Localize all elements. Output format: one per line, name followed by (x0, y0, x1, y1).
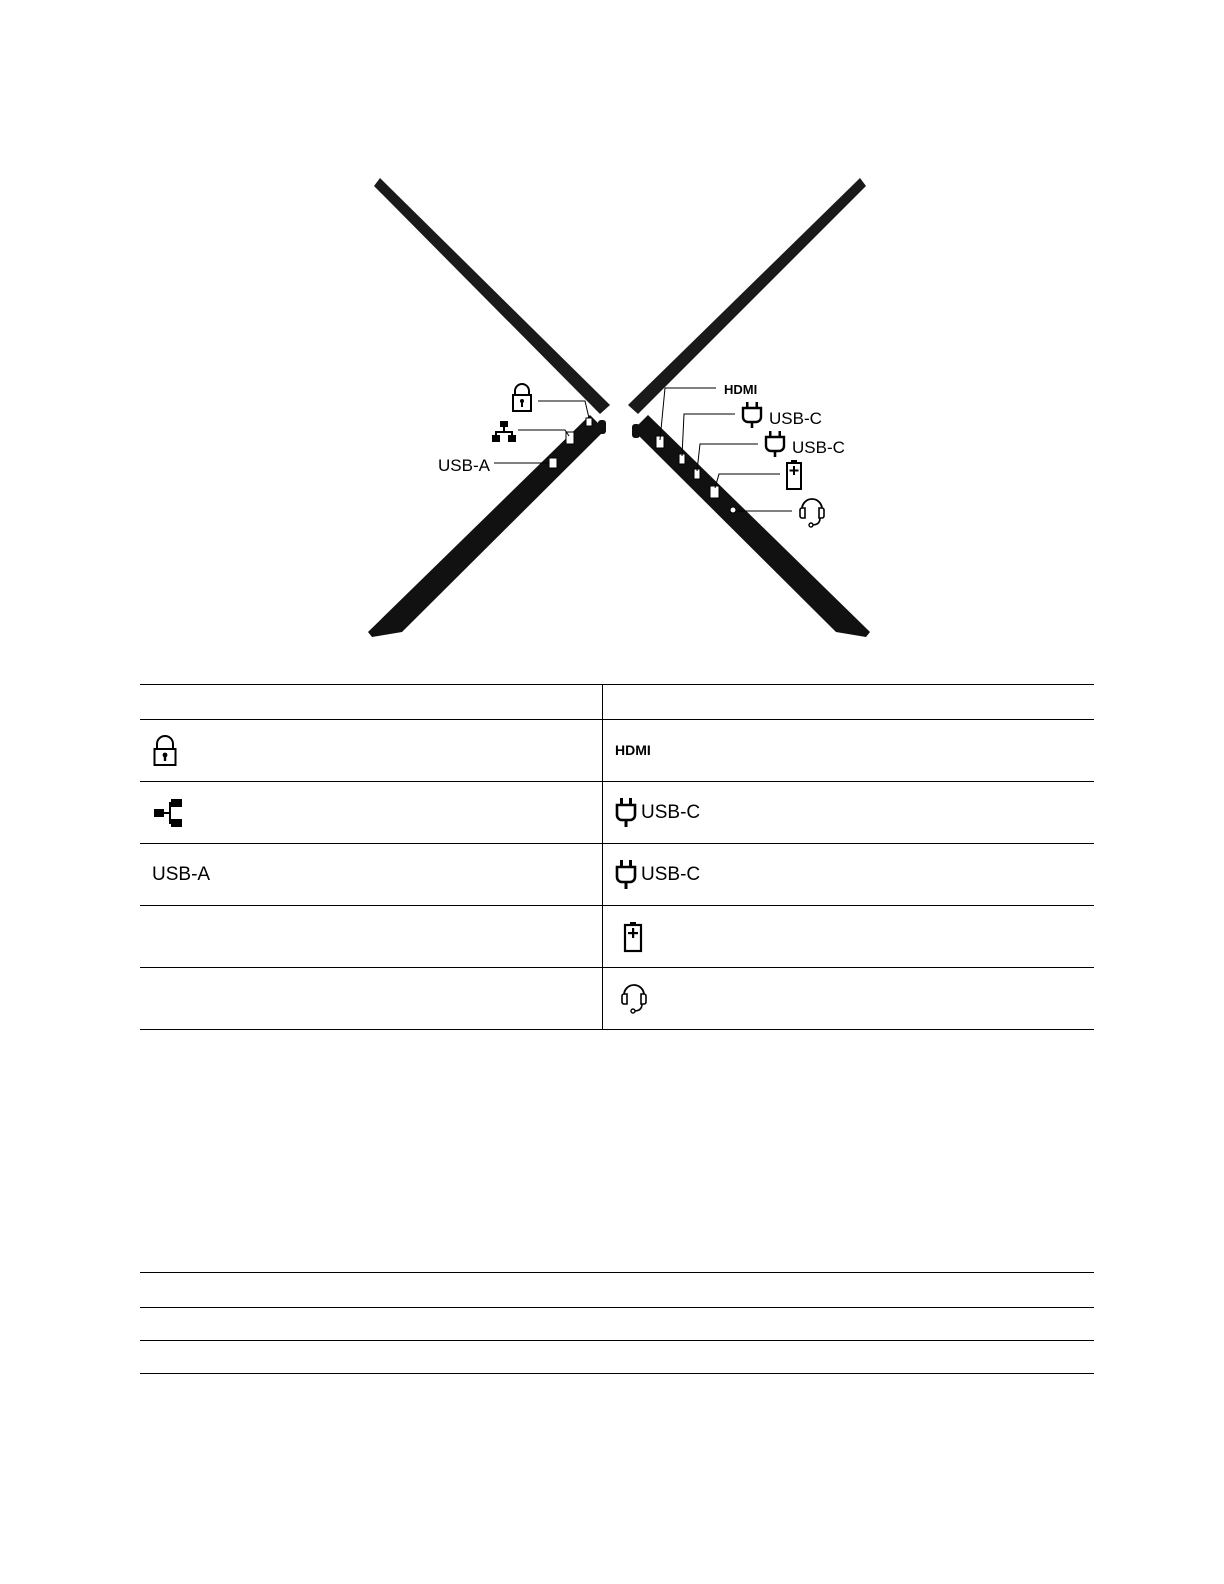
battery-callout-line (715, 474, 780, 488)
security-slot (586, 418, 592, 426)
battery-icon (787, 460, 801, 489)
table-cell (140, 906, 603, 968)
usb-a-label: USB-A (438, 456, 490, 475)
table-cell (140, 720, 603, 782)
lock-icon (152, 735, 178, 767)
hdmi-cell-label: HDMI (615, 741, 651, 758)
usb-c-label-2: USB-C (792, 438, 845, 457)
table-rule (140, 1272, 1094, 1273)
table-rule (140, 1373, 1094, 1374)
power-plug-icon (743, 402, 761, 428)
usb-c-2-callout-line (697, 444, 758, 471)
table-cell (603, 782, 1095, 844)
left-laptop-lid (374, 178, 610, 414)
table-cell (140, 968, 603, 1030)
lock-callout-line (538, 401, 589, 418)
table-row (140, 720, 1094, 782)
ports-table (140, 684, 1094, 1030)
header-left (140, 685, 603, 720)
laptop-side-views-illustration (300, 160, 920, 670)
table-row (140, 906, 1094, 968)
table-header-row (140, 685, 1094, 720)
network-icon (152, 798, 186, 828)
hdmi-label: HDMI (724, 382, 758, 397)
battery-icon (623, 921, 643, 953)
power-plug-icon (615, 859, 637, 891)
right-laptop-lid (628, 178, 866, 414)
headset-icon (800, 499, 824, 527)
lock-icon (513, 384, 531, 411)
power-plug-icon (615, 797, 637, 829)
table-rule (140, 1340, 1094, 1341)
power-port (710, 486, 719, 498)
usb-a-cell-label: USB-A (152, 863, 211, 885)
left-hinge-nub (598, 420, 606, 434)
table-row (140, 844, 1094, 906)
network-icon (492, 421, 516, 442)
right-hinge-nub (632, 424, 640, 438)
right-laptop-view (628, 178, 870, 637)
table-cell (603, 844, 1095, 906)
power-plug-icon (766, 431, 784, 457)
usb-c-1-callout-line (682, 414, 735, 456)
usb-a-port (549, 458, 557, 468)
audio-jack (730, 507, 736, 513)
table-cell (603, 968, 1095, 1030)
usb-c-cell-label: USB-C (641, 863, 701, 885)
table-row (140, 968, 1094, 1030)
table-cell (140, 782, 603, 844)
network-callout-line (518, 430, 569, 436)
table-row (140, 782, 1094, 844)
header-right (603, 685, 1095, 720)
table-rule (140, 1307, 1094, 1308)
left-laptop-view (368, 178, 610, 637)
usb-c-cell-label: USB-C (641, 801, 701, 823)
table-cell (140, 844, 603, 906)
table-cell (603, 906, 1095, 968)
usb-c-label-1: USB-C (769, 409, 822, 428)
table-cell (603, 720, 1095, 782)
headset-icon (619, 983, 649, 1015)
left-laptop-base (368, 415, 605, 637)
